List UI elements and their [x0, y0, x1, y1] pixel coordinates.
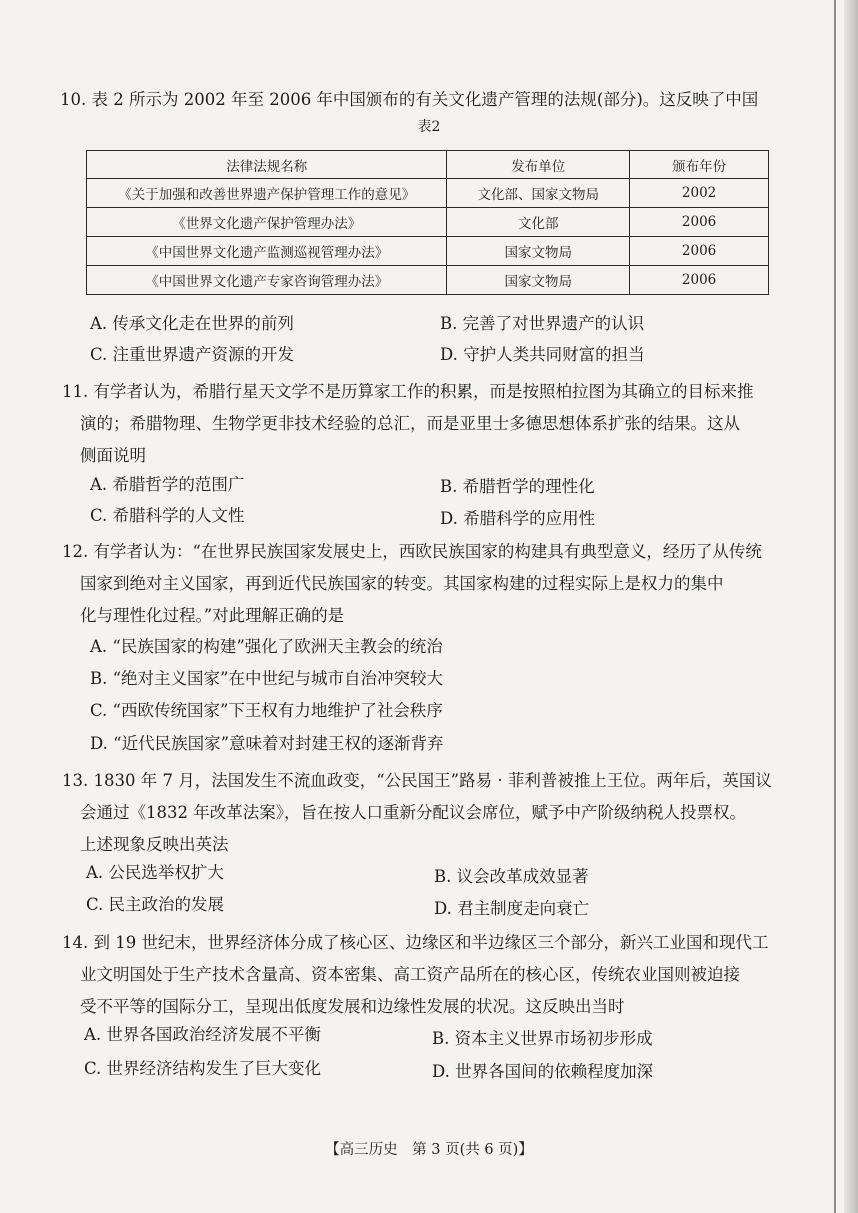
- q11-option-a: A. 希腊哲学的范围广: [90, 475, 245, 494]
- table-cell: 国家文物局: [447, 266, 630, 295]
- laws-table: [86, 150, 769, 295]
- table-cell: 文化部、国家文物局: [447, 179, 630, 208]
- table-cell: 2006: [630, 237, 769, 266]
- q10-option-d: D. 守护人类共同财富的担当: [440, 345, 645, 364]
- q14-option-a: A. 世界各国政治经济发展不平衡: [84, 1025, 321, 1044]
- question-11-stem: 11. 有学者认为，希腊行星天文学不是历算家工作的积累，而是按照柏拉图为其确立的目标来推 演的；希腊物理、生物学更非技术经验的总汇，而是亚里士多德思想体系扩张的结果。这从 侧面说明: [62, 382, 754, 465]
- table-cell: 国家文物局: [447, 237, 630, 266]
- q12-option-d: D. “近代民族国家”意味着对封建王权的逐渐背弃: [90, 734, 444, 753]
- q12-option-b: B. “绝对主义国家”在中世纪与城市自治冲突较大: [90, 669, 443, 688]
- page-footer: 【高三历史 第 3 页(共 6 页)】: [325, 1142, 533, 1158]
- table-row: [87, 266, 769, 295]
- q11-option-c: C. 希腊科学的人文性: [90, 506, 245, 525]
- table-cell: 2006: [630, 266, 769, 295]
- q10-option-a: A. 传承文化走在世界的前列: [90, 314, 294, 333]
- q13-option-b: B. 议会改革成效显著: [434, 867, 589, 886]
- table-header: 法律法规名称: [87, 151, 447, 179]
- q12-option-c: C. “西欧传统国家”下王权有力地维护了社会秩序: [90, 701, 443, 720]
- table-row: [87, 237, 769, 266]
- table-cell: 《中国世界文化遗产监测巡视管理办法》: [87, 237, 447, 266]
- q14-option-c: C. 世界经济结构发生了巨大变化: [84, 1059, 322, 1078]
- table-header-row: [87, 151, 769, 179]
- q10-option-b: B. 完善了对世界遗产的认识: [440, 314, 645, 333]
- question-10-stem: 10. 表 2 所示为 2002 年至 2006 年中国颁布的有关文化遗产管理的法规(部分)。这反映了中国: [60, 90, 759, 109]
- table-cell: 《世界文化遗产保护管理办法》: [87, 208, 447, 237]
- q10-option-c: C. 注重世界遗产资源的开发: [90, 345, 295, 364]
- question-12-stem: 12. 有学者认为：“在世界民族国家发展史上，西欧民族国家的构建具有典型意义，经历了从传统 国家到绝对主义国家，再到近代民族国家的转变。其国家构建的过程实际上是权力的集中 化与理性化过程。”对此理解正确的是: [62, 542, 762, 625]
- q14-option-d: D. 世界各国间的依赖程度加深: [432, 1062, 654, 1081]
- table-row: [87, 208, 769, 237]
- table-header: 发布单位: [447, 151, 630, 179]
- question-13-stem: 13. 1830 年 7 月，法国发生不流血政变，“公民国王”路易 · 菲利普被推上王位。两年后，英国议 会通过《1832 年改革法案》，旨在按人口重新分配议会席位，赋予中产阶级纳税人投票权。 上述现象反映出英法: [62, 771, 772, 854]
- question-14-stem: 14. 到 19 世纪末，世界经济体分成了核心区、边缘区和半边缘区三个部分，新兴工业国和现代工 业文明国处于生产技术含量高、资本密集、高工资产品所在的核心区，传统农业国则被迫接 受不平等的国际分工，呈现出低度发展和边缘性发展的状况。这反映出当时: [62, 933, 769, 1016]
- table-cell: 文化部: [447, 208, 630, 237]
- scan-edge-line: [834, 0, 836, 1213]
- q12-option-a: A. “民族国家的构建”强化了欧洲天主教会的统治: [90, 637, 443, 656]
- table-header: 颁布年份: [630, 151, 769, 179]
- scan-edge: [844, 0, 858, 1213]
- table-cell: 2002: [630, 179, 769, 208]
- table-cell: 《中国世界文化遗产专家咨询管理办法》: [87, 266, 447, 295]
- q11-option-d: D. 希腊科学的应用性: [440, 509, 596, 528]
- q11-option-b: B. 希腊哲学的理性化: [440, 477, 595, 496]
- table-cell: 2006: [630, 208, 769, 237]
- table-caption: 表2: [417, 119, 441, 135]
- table-cell: 《关于加强和改善世界遗产保护管理工作的意见》: [87, 179, 447, 208]
- q13-option-c: C. 民主政治的发展: [86, 895, 225, 914]
- table-row: [87, 179, 769, 208]
- q13-option-d: D. 君主制度走向衰亡: [434, 899, 590, 918]
- q13-option-a: A. 公民选举权扩大: [86, 863, 224, 882]
- q14-option-b: B. 资本主义世界市场初步形成: [432, 1029, 653, 1048]
